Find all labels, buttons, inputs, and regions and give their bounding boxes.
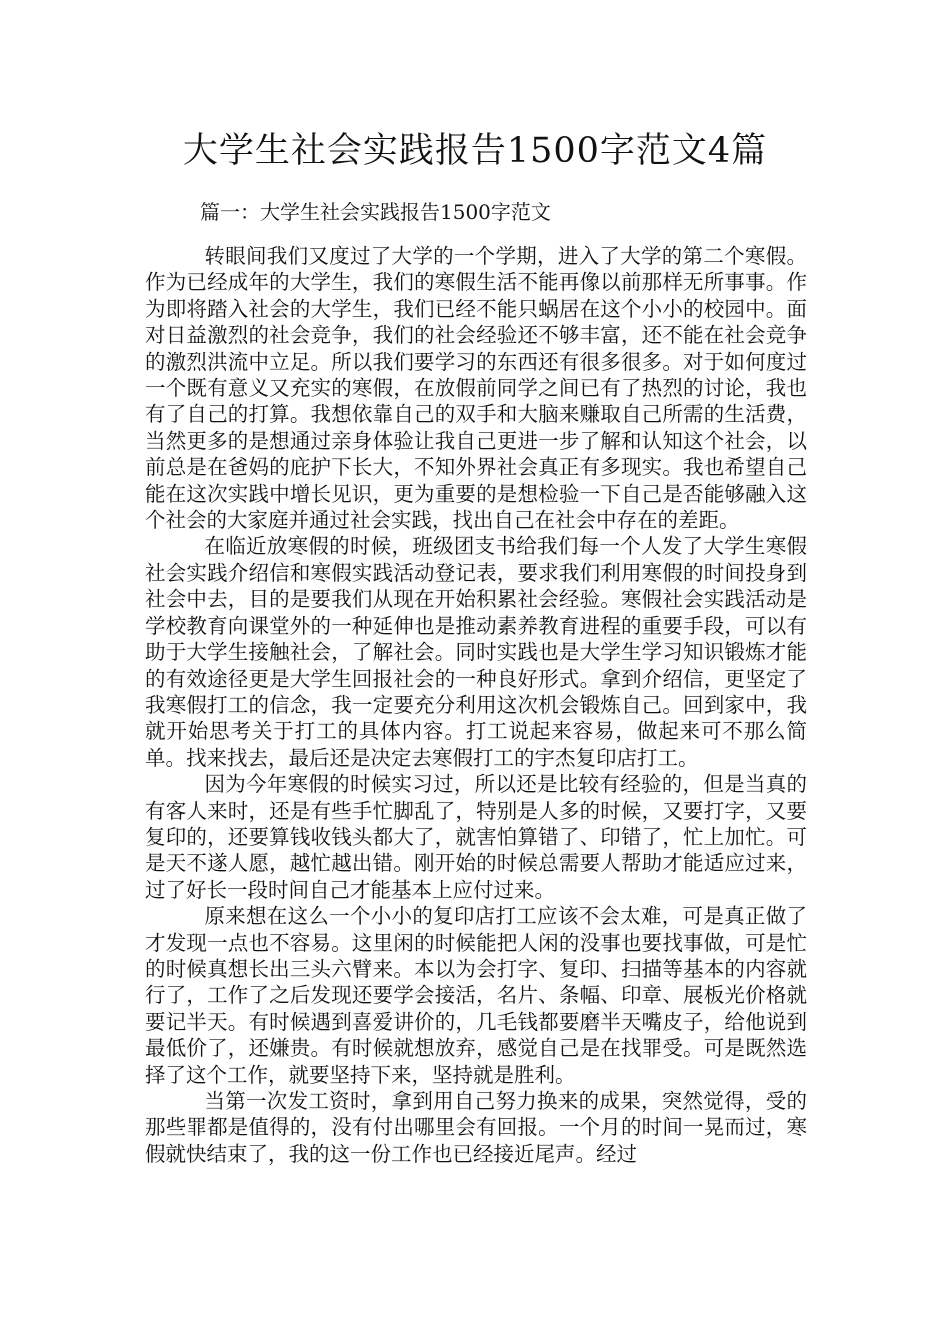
paragraph: 转眼间我们又度过了大学的一个学期，进入了大学的第二个寒假。作为已经成年的大学生，我们的寒假生活不能再像以前那样无所事事。作为即将踏入社会的大学生，我们已经不能只蜗居在这个小小的校园中。面对日益激烈的社会竞争，我们的社会经验还不够丰富，还不能在社会竞争的激烈洪流中立足。所以我们要学习的东西还有很多很多。对于如何度过一个既有意义又充实的寒假，在放假前同学之间已有了热烈的讨论，我也有了自己的打算。我想依靠自己的双手和大脑来赚取自己所需的生活费，当然更多的是想通过亲身体验让我自己更进一步了解和认知这个社会，以前总是在爸妈的庇护下长大，不知外界社会真正有多现实。我也希望自己能在这次实践中增长见识，更为重要的是想检验一下自己是否能够融入这个社会的大家庭并通过社会实践，找出自己在社会中存在的差距。 — [145, 244, 807, 533]
paragraph: 原来想在这么一个小小的复印店打工应该不会太难，可是真正做了才发现一点也不容易。这里闲的时候能把人闲的没事也要找事做，可是忙的时候真想长出三头六臂来。本以为会打字、复印、扫描等基本的内容就行了，工作了之后发现还要学会接活，名片、条幅、印章、展板光价格就要记半天。有时候遇到喜爱讲价的，几毛钱都要磨半天嘴皮子，给他说到最低价了，还嫌贵。有时候就想放弃，感觉自己是在找罪受。可是既然选择了这个工作，就要坚持下来，坚持就是胜利。 — [145, 904, 807, 1087]
paragraph: 因为今年寒假的时候实习过，所以还是比较有经验的，但是当真的有客人来时，还是有些手忙脚乱了，特别是人多的时候，又要打字，又要复印的，还要算钱收钱头都大了，就害怕算错了、印错了，忙上加忙。可是天不遂人愿，越忙越出错。刚开始的时候总需要人帮助才能适应过来，过了好长一段时间自己才能基本上应付过来。 — [145, 772, 807, 902]
section-heading: 篇一：大学生社会实践报告1500字范文 — [200, 200, 551, 224]
document-body — [145, 243, 807, 1167]
document-title: 大学生社会实践报告1500字范文4篇 — [182, 131, 768, 171]
paragraph: 当第一次发工资时，拿到用自己努力换来的成果，突然觉得，受的那些罪都是值得的，没有付出哪里会有回报。一个月的时间一晃而过，寒假就快结束了，我的这一份工作也已经接近尾声。经过 — [145, 1089, 807, 1166]
paragraph: 在临近放寒假的时候，班级团支书给我们每一个人发了大学生寒假社会实践介绍信和寒假实践活动登记表，要求我们利用寒假的时间投身到社会中去，目的是要我们从现在开始积累社会经验。寒假社会实践活动是学校教育向课堂外的一种延伸也是推动素养教育进程的重要手段，可以有助于大学生接触社会，了解社会。同时实践也是大学生学习知识锻炼才能的有效途径更是大学生回报社会的一种良好形式。拿到介绍信，更坚定了我寒假打工的信念，我一定要充分利用这次机会锻炼自己。回到家中，我就开始思考关于打工的具体内容。打工说起来容易，做起来可不那么简单。找来找去，最后还是决定去寒假打工的宇杰复印店打工。 — [145, 534, 807, 770]
